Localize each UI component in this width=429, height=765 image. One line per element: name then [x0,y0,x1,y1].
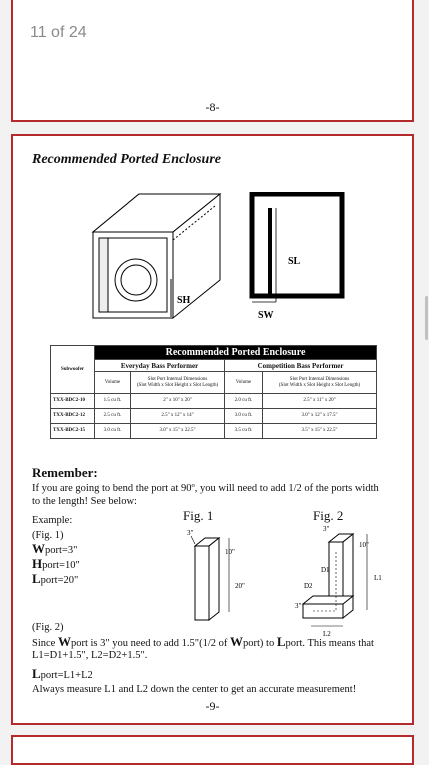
slot-header-a: Slot Port Internal Dimensions [147,376,208,382]
since-w2: W [230,634,244,649]
fig2-dim-3a: 3" [323,525,330,533]
sw-label: SW [258,310,274,321]
fig2-diagram [283,522,393,640]
table-title: Recommended Ported Enclosure [95,346,377,360]
since-line2: L1=D1+1.5", L2=D2+1.5". [32,650,148,661]
since-b: port is 3" you need to add 1.5"(1/2 of [70,638,231,649]
row-model: TXX-BDC2-10 [51,394,95,409]
since-line [32,635,374,650]
h-port-line [32,557,80,572]
lport-letter: L [32,666,41,681]
h-letter: H [32,556,43,571]
l-value: port=20" [40,575,79,586]
sl-label: SL [288,256,301,267]
w-value: port=3" [45,545,78,556]
table-row [51,424,377,439]
row-dim-b: 3.5" x 15" x 22.5" [263,424,377,439]
fig1-dim-3: 3" [187,529,194,537]
table-header-volume-b: Volume [225,372,263,394]
current-page [11,134,414,725]
l-port-line [32,572,78,587]
row-vol-a: 1.5 cu ft. [95,394,131,409]
remember-line2: to the length! See below: [32,496,137,507]
table-group-everyday: Everyday Bass Performer [95,360,225,372]
page-number-prev: -8- [205,100,220,114]
fig2-dim-l1: L1 [374,574,382,582]
fig2-dim-3b: 3" [295,602,302,610]
row-model: TXX-BDC2-15 [51,424,95,439]
table-row [51,394,377,409]
enclosure-box-drawing [87,180,227,330]
slot-subheader-a: (Slot Width x Slot Height x Slot Length) [136,382,219,388]
page-number: -9- [205,699,220,713]
table-group-competition: Competition Bass Performer [225,360,377,372]
fig2-ref: (Fig. 2) [32,622,64,633]
remember-title: Remember: [32,465,98,480]
row-dim-a: 3.0" x 15" x 22.5" [131,424,225,439]
previous-page [11,0,414,122]
fig1-label: Fig. 1 [183,508,214,523]
enclosure-table [50,345,377,439]
fig1-dim-20: 20" [235,582,245,590]
row-vol-a: 3.0 cu ft. [95,424,131,439]
table-header-slot-b [263,372,377,394]
page-counter: 11 of 24 [30,24,87,41]
since-w: W [57,634,71,649]
row-vol-b: 3.0 cu ft. [225,409,263,424]
since-c: port) to [243,638,277,649]
row-dim-a: 2.5" x 12" x 14" [131,409,225,424]
row-dim-b: 3.0" x 12" x 17.5" [263,409,377,424]
row-vol-a: 2.5 cu ft. [95,409,131,424]
row-vol-b: 2.0 cu ft. [225,394,263,409]
l-letter: L [32,571,41,586]
w-port-line [32,542,77,557]
table-header-slot-a [131,372,225,394]
slot-subheader-b: (Slot Width x Slot Height x Slot Length) [278,382,361,388]
lport-value: port=L1+L2 [40,670,93,681]
w-letter: W [32,541,45,556]
fig2-dim-l2: L2 [323,630,331,638]
page-heading: Recommended Ported Enclosure [32,152,221,167]
fig1-dim-10: 10" [225,548,235,556]
fig2-dim-d2: D2 [304,582,313,590]
since-d: port. This means that [285,638,374,649]
section-diagram [238,192,368,332]
scrollbar[interactable] [425,296,428,340]
since-l: L [276,634,286,649]
table-header-subwoofer: Subwoofer [51,346,95,394]
row-dim-b: 2.5" x 11" x 20" [263,394,377,409]
lport-line [32,667,93,682]
since-a: Since [32,638,58,649]
fig2-dim-d1: D1 [321,566,330,574]
row-dim-a: 2" x 10" x 20" [131,394,225,409]
fig1-ref: (Fig. 1) [32,530,64,541]
row-model: TXX-BDC2-12 [51,409,95,424]
row-vol-b: 3.5 cu ft. [225,424,263,439]
fig2-dim-10: 10" [359,541,369,549]
next-page [11,735,414,765]
table-header-volume-a: Volume [95,372,131,394]
slot-header-b: Slot Port Internal Dimensions [289,376,350,382]
remember-line1: If you are going to bend the port at 90º, you will need to add 1/2 of the ports width [32,483,379,494]
fig2-label: Fig. 2 [313,508,344,523]
sh-label: SH [177,295,191,306]
always-line: Always measure L1 and L2 down the center to get an accurate measurement! [32,684,357,695]
table-row [51,409,377,424]
h-value: port=10" [42,560,80,571]
example-label: Example: [32,515,73,526]
fig1-diagram [183,526,268,626]
